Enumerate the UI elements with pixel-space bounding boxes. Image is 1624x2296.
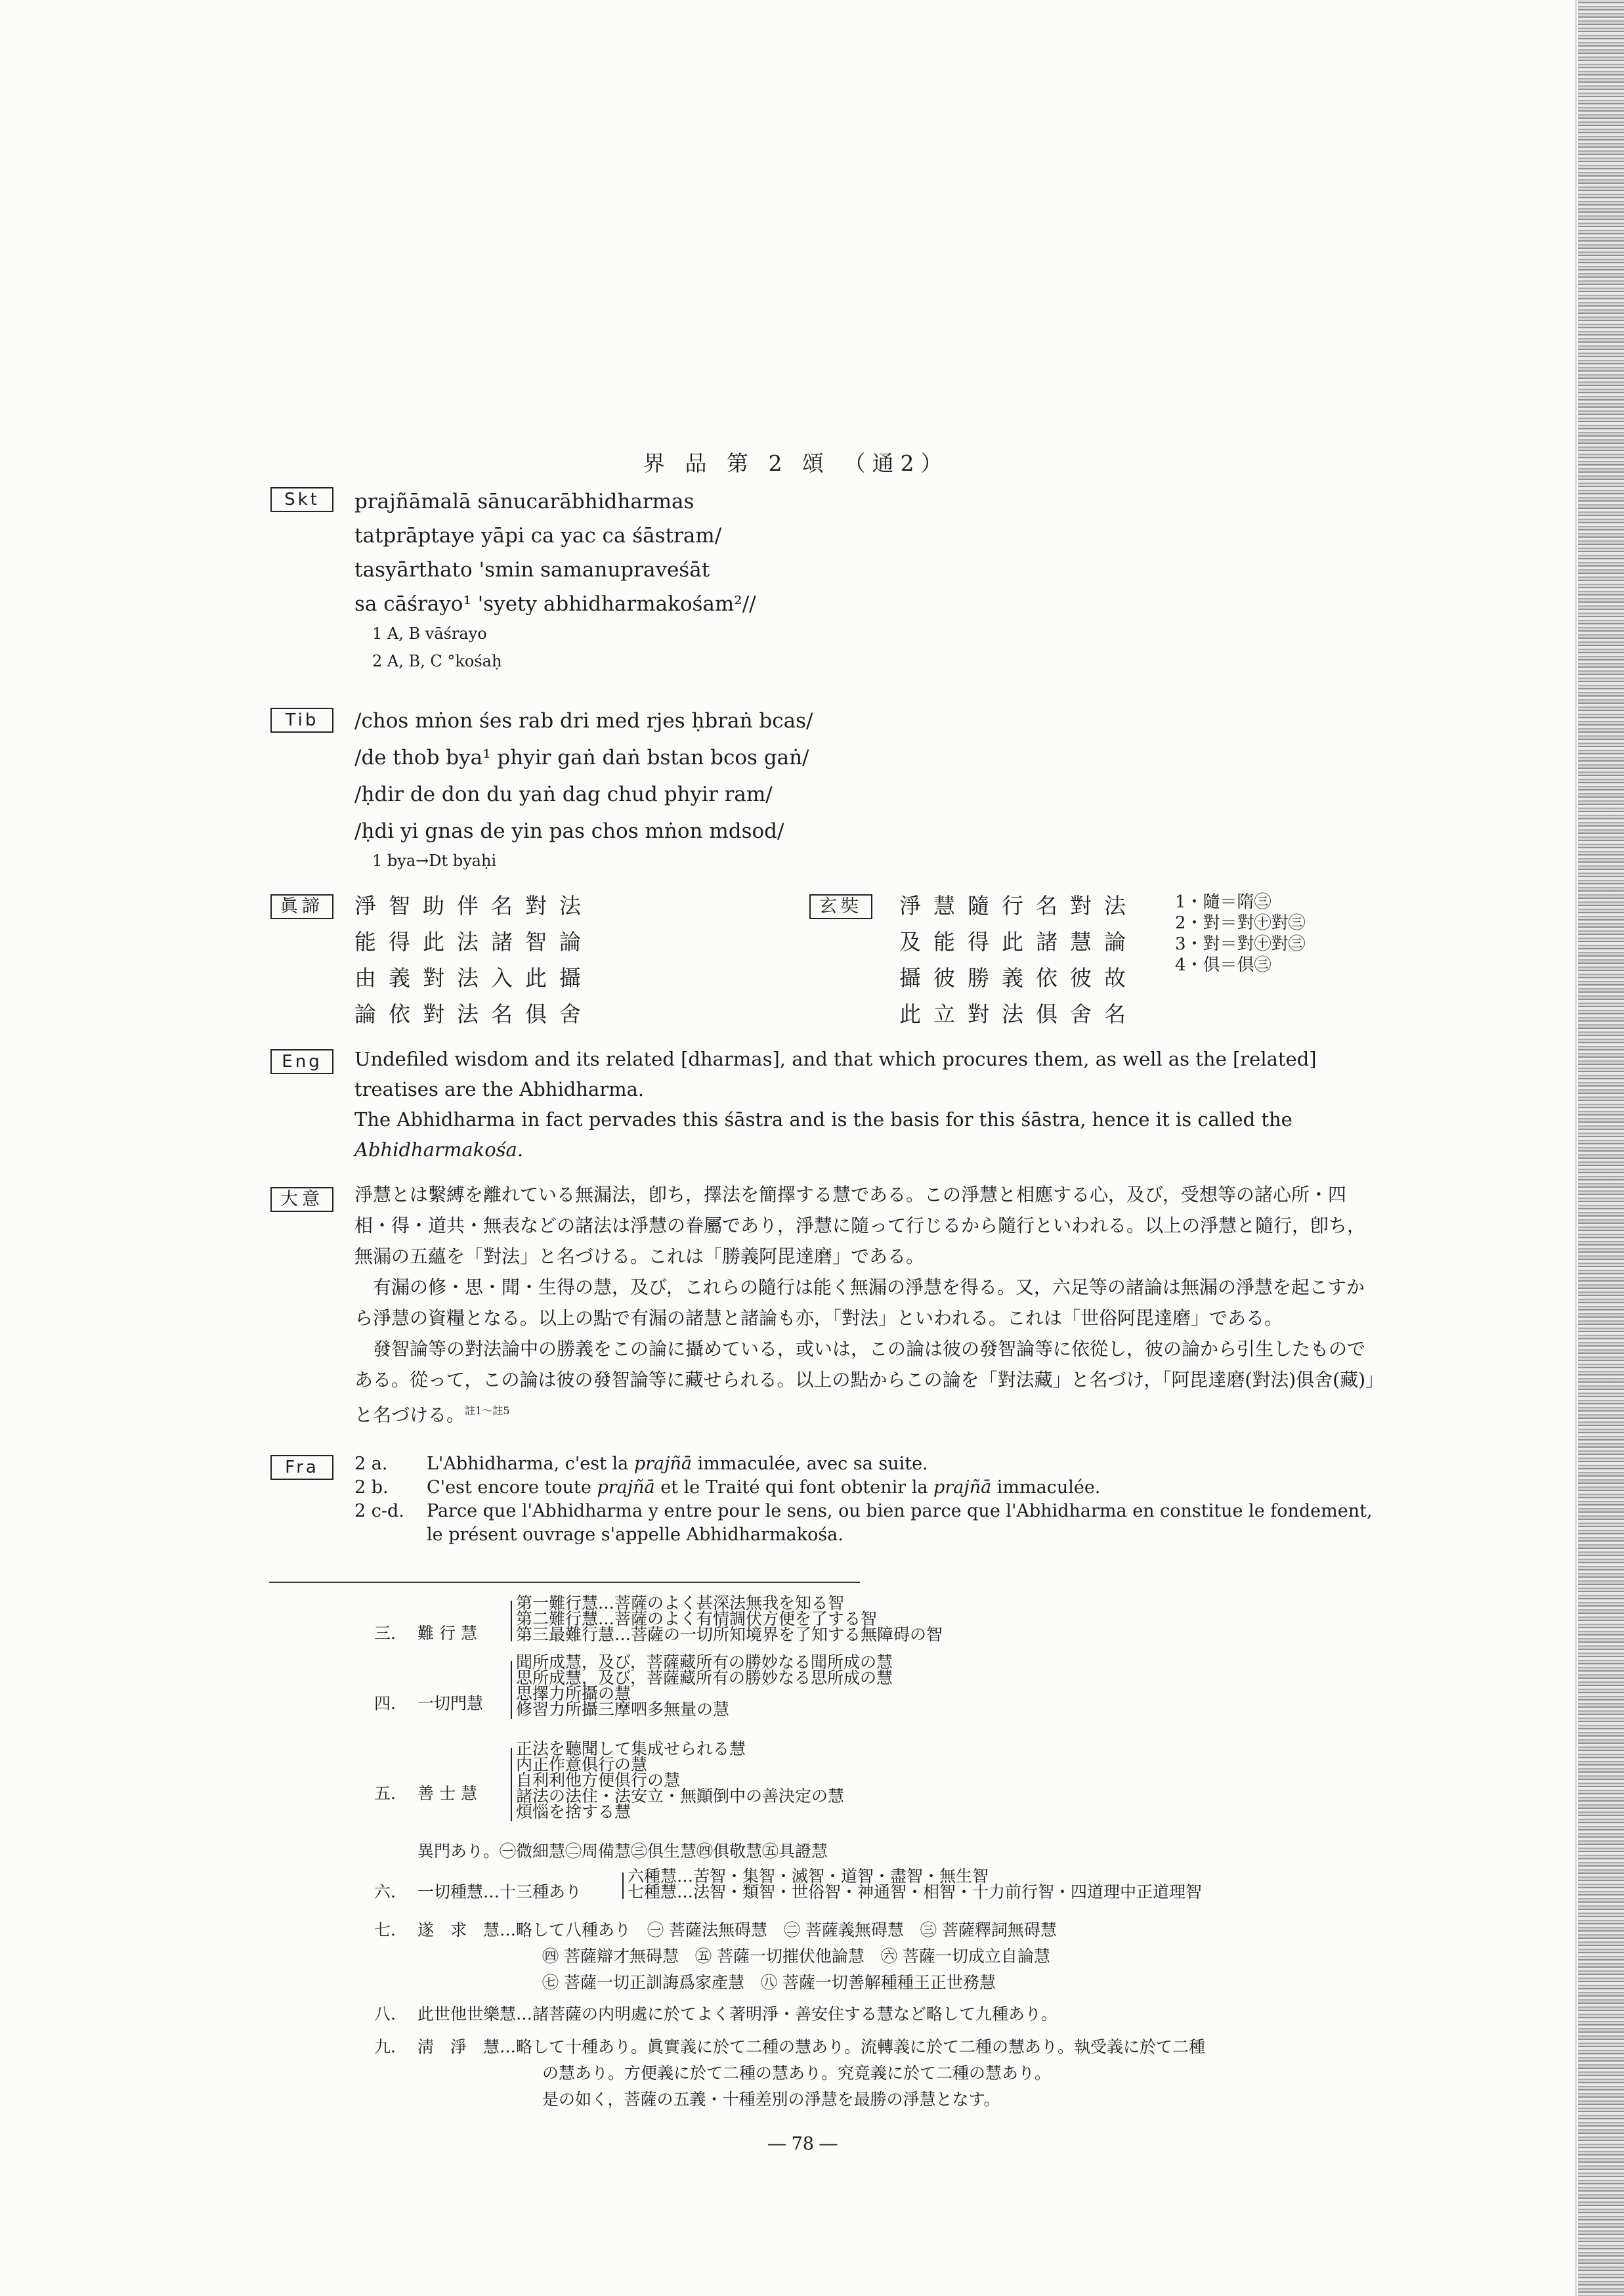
eng-paragraph	[354, 1104, 1365, 1165]
footnote-rule	[269, 1582, 860, 1583]
fra-line	[427, 1452, 928, 1476]
bracket	[511, 1661, 512, 1719]
fra-em: prajñā	[597, 1477, 655, 1498]
note-num: 六.	[374, 1882, 396, 1901]
jp-paragraph: 有漏の修・思・聞・生得の慧，及び，これらの隨行は能く無漏の淨慧を得る。又，六足等の諸論は無漏の淨慧を起こすから淨慧の資糧となる。以上の點で有漏の諸慧と諸論も亦，「對法」といわれる。これは「世俗阿毘達磨」である。	[354, 1276, 1365, 1329]
ch-line: 攝彼勝義依彼故	[899, 965, 1138, 991]
paramartha-tag: 眞諦	[270, 894, 333, 919]
eng-text	[354, 1044, 1365, 1165]
fra-num: 2 a.	[354, 1454, 388, 1474]
note-num: 七.	[374, 1920, 396, 1939]
skt-line: sa cāśrayo¹ 'syety abhidharmakośam²//	[354, 592, 756, 616]
ch-line: 由義對法入此攝	[354, 965, 593, 991]
tib-notes	[372, 847, 496, 875]
note-item: 自利利他方便俱行の慧	[516, 1771, 681, 1790]
note-item: 思擇力所攝の慧	[516, 1684, 631, 1703]
note-num: 四.	[374, 1694, 396, 1713]
page-number: ― 78 ―	[768, 2134, 838, 2154]
fra-line: Parce que l'Abhidharma y entre pour le sens, ou bien parce que l'Abhidharma en constitue le fondement, le présent ouvrage s'appelle Abhidharmakośa.	[427, 1501, 1373, 1545]
ch-line: 淨智助伴名對法	[354, 893, 593, 919]
skt-line: tatprāptaye yāpi ca yac ca śāstram/	[354, 524, 722, 548]
page-title: 界 品 第 2 頌 （通2）	[643, 450, 949, 476]
note-item: 修習力所攝三摩呬多無量の慧	[516, 1700, 730, 1719]
variant-notes	[1175, 892, 1306, 976]
eng-text-run: The Abhidharma in fact pervades this śāstra and is the basis for this śāstra, hence it is called the	[354, 1108, 1293, 1131]
ch-line: 能得此法諸智論	[354, 929, 593, 955]
skt-tag: Skt	[270, 487, 333, 512]
note-num: 三.	[374, 1624, 396, 1643]
eng-tag: Eng	[270, 1049, 333, 1074]
eng-paragraph: Undefiled wisdom and its related [dharmas], and that which procures them, as well as the [related] treatises are the Abhidharma.	[354, 1048, 1317, 1100]
skt-line: tasyārthato 'smin samanupraveśāt	[354, 558, 710, 582]
fra-item	[354, 1452, 1378, 1476]
jp-paragraph: 淨慧とは繫縛を離れている無漏法，卽ち，擇法を簡擇する慧である。この淨慧と相應する心，及び，受想等の諸心所・四相・得・道共・無表などの諸法は淨慧の眷屬であり，淨慧に隨って行じるから隨行といわれる。以上の淨慧と隨行，卽ち，無漏の五蘊を「對法」と名づける。これは「勝義阿毘達磨」である。	[354, 1184, 1366, 1267]
fra-num: 2 b.	[354, 1477, 389, 1498]
binding-shadow	[1575, 0, 1577, 2296]
tib-line: /de thob bya¹ phyir gaṅ daṅ bstan bcos gaṅ/	[354, 746, 809, 769]
fra-item	[354, 1476, 1378, 1500]
skt-note: 1 A, B vāśrayo	[372, 624, 487, 643]
note-num: 八.	[374, 2004, 396, 2024]
fra-item	[354, 1500, 1378, 1547]
note-item: 思所成慧，及び，菩薩藏所有の勝妙なる思所成の慧	[516, 1668, 893, 1687]
tib-line: /ḥdir de don du yaṅ dag chud phyir ram/	[354, 783, 773, 806]
note-item: 六種慧…苦智・集智・滅智・道智・盡智・無生智	[628, 1867, 989, 1886]
note-item: 内正作意俱行の慧	[516, 1755, 648, 1774]
note-item: 諸法の法住・法安立・無顚倒中の善決定の慧	[516, 1787, 845, 1806]
fra-num: 2 c-d.	[354, 1501, 404, 1521]
note-line: 遂 求 慧…略して八種あり ㊀ 菩薩法無碍慧 ㊁ 菩薩義無碍慧 ㊂ 菩薩釋詞無碍慧	[417, 1920, 1057, 1939]
bracket	[511, 1601, 512, 1641]
jp-text-run: 發智論等の對法論中の勝義をこの論に攝めている，或いは，この論は彼の發智論等に依從し，彼の論から引生したものである。從って，この論は彼の發智論等に藏せられる。以上の點からこの論を「對法藏」と名づけ，「阿毘達磨(對法)俱舍(藏)」と名づける。	[354, 1338, 1375, 1426]
paramartha-verse	[354, 888, 593, 1032]
bracket	[622, 1873, 624, 1899]
variant-note: 4・俱＝倶㊂	[1175, 955, 1271, 975]
xuanzang-verse	[899, 888, 1138, 1032]
tib-note: 1 bya→Dt byaḥi	[372, 852, 497, 870]
note-item: 正法を聽聞して集成せられる慧	[516, 1739, 746, 1758]
skt-notes	[372, 620, 502, 675]
fra-text	[354, 1452, 1378, 1547]
note-item: 七種慧…法智・類智・世俗智・神通智・相智・十力前行智・四道理中正道理智	[628, 1882, 1203, 1901]
note-text: 異門あり。㊀微細慧㊁周備慧㊂俱生慧㊃俱敬慧㊄具證慧	[417, 1842, 828, 1861]
skt-note: 2 A, B, C °kośaḥ	[372, 652, 502, 670]
jp-paragraph	[354, 1333, 1378, 1430]
fra-em: prajñā	[633, 1454, 692, 1474]
tib-tag: Tib	[270, 708, 333, 733]
note-line: ㊃ 菩薩辯才無碍慧 ㊄ 菩薩一切摧伏他論慧 ㊅ 菩薩一切成立自論慧	[542, 1947, 1050, 1966]
variant-note: 1・隨＝隋㊂	[1175, 892, 1271, 912]
bracket	[511, 1748, 512, 1821]
footnote-mark: 註1〜註5	[465, 1404, 510, 1417]
skt-line: prajñāmalā sānucarābhidharmas	[354, 490, 694, 513]
fra-line	[427, 1476, 1100, 1500]
fra-run: immaculée, avec sa suite.	[691, 1454, 928, 1474]
ch-line: 及能得此諸慧論	[899, 929, 1138, 955]
note-body	[417, 2034, 1205, 2113]
fra-run: immaculée.	[991, 1477, 1101, 1498]
fra-tag: Fra	[270, 1455, 333, 1480]
note-line: 是の如く，菩薩の五義・十種差別の淨慧を最勝の淨慧となす。	[542, 2090, 1000, 2109]
fra-run: L'Abhidharma, c'est la	[427, 1454, 634, 1474]
note-line: の慧あり。方便義に於て二種の慧あり。究竟義に於て二種の慧あり。	[542, 2064, 1052, 2083]
xuanzang-tag: 玄奘	[809, 894, 872, 919]
jp-text	[354, 1179, 1378, 1430]
note-body	[417, 1917, 1057, 1996]
note-line: 淸 淨 慧…略して十種あり。眞實義に於て二種の慧あり。流轉義に於て二種の慧あり。執受義に於て二種	[417, 2037, 1206, 2056]
note-item: 第三最難行慧…菩薩の一切所知境界を了知する無障碍の智	[516, 1625, 943, 1644]
note-item: 第一難行慧…菩薩のよく甚深法無我を知る智	[516, 1593, 845, 1613]
note-head: 一切門慧	[417, 1694, 484, 1713]
note-head: 善士慧	[417, 1784, 483, 1803]
variant-note: 3・對＝對㊉對㊂	[1175, 934, 1306, 954]
fra-run: C'est encore toute	[427, 1477, 597, 1498]
tib-line: /ḥdi yi gnas de yin pas chos mṅon mdsod/	[354, 819, 784, 843]
note-list	[516, 1595, 943, 1643]
note-num: 九.	[374, 2037, 396, 2056]
note-item: 煩惱を捨する慧	[516, 1802, 631, 1821]
skt-verse	[354, 485, 756, 621]
tib-line: /chos mṅon śes rab dri med rjes ḥbraṅ bcas/	[354, 709, 813, 733]
fra-run: et le Traité qui font obtenir la	[654, 1477, 934, 1498]
note-head: 難行慧	[417, 1624, 483, 1643]
note-num: 五.	[374, 1784, 396, 1803]
note-item: 第二難行慧…菩薩のよく有情調伏方便を了する智	[516, 1609, 878, 1628]
note-list	[628, 1869, 1202, 1900]
jp-tag: 大意	[270, 1187, 333, 1212]
note-text: 此世他世樂慧…諸菩薩の内明處に於てよく著明淨・善安住する慧など略して九種あり。	[417, 2004, 1058, 2024]
note-line: ㊆ 菩薩一切正訓誨爲家產慧 ㊇ 菩薩一切善解種種王正世務慧	[542, 1973, 996, 1992]
ch-line: 此立對法俱舍名	[899, 1001, 1138, 1027]
book-title: Abhidharmakośa.	[354, 1138, 524, 1161]
note-list	[516, 1741, 844, 1820]
fra-em: prajñā	[933, 1477, 992, 1498]
note-list	[516, 1655, 893, 1718]
note-head: 一切種慧…十三種あり	[417, 1882, 582, 1901]
page-edge-scan-artifact	[1578, 0, 1624, 2296]
note-item: 聞所成慧，及び，菩薩藏所有の勝妙なる聞所成の慧	[516, 1653, 893, 1672]
tib-verse	[354, 703, 813, 850]
ch-line: 淨慧隨行名對法	[899, 893, 1138, 919]
ch-line: 論依對法名俱舍	[354, 1001, 593, 1027]
variant-note: 2・對＝對㊉對㊂	[1175, 913, 1306, 933]
